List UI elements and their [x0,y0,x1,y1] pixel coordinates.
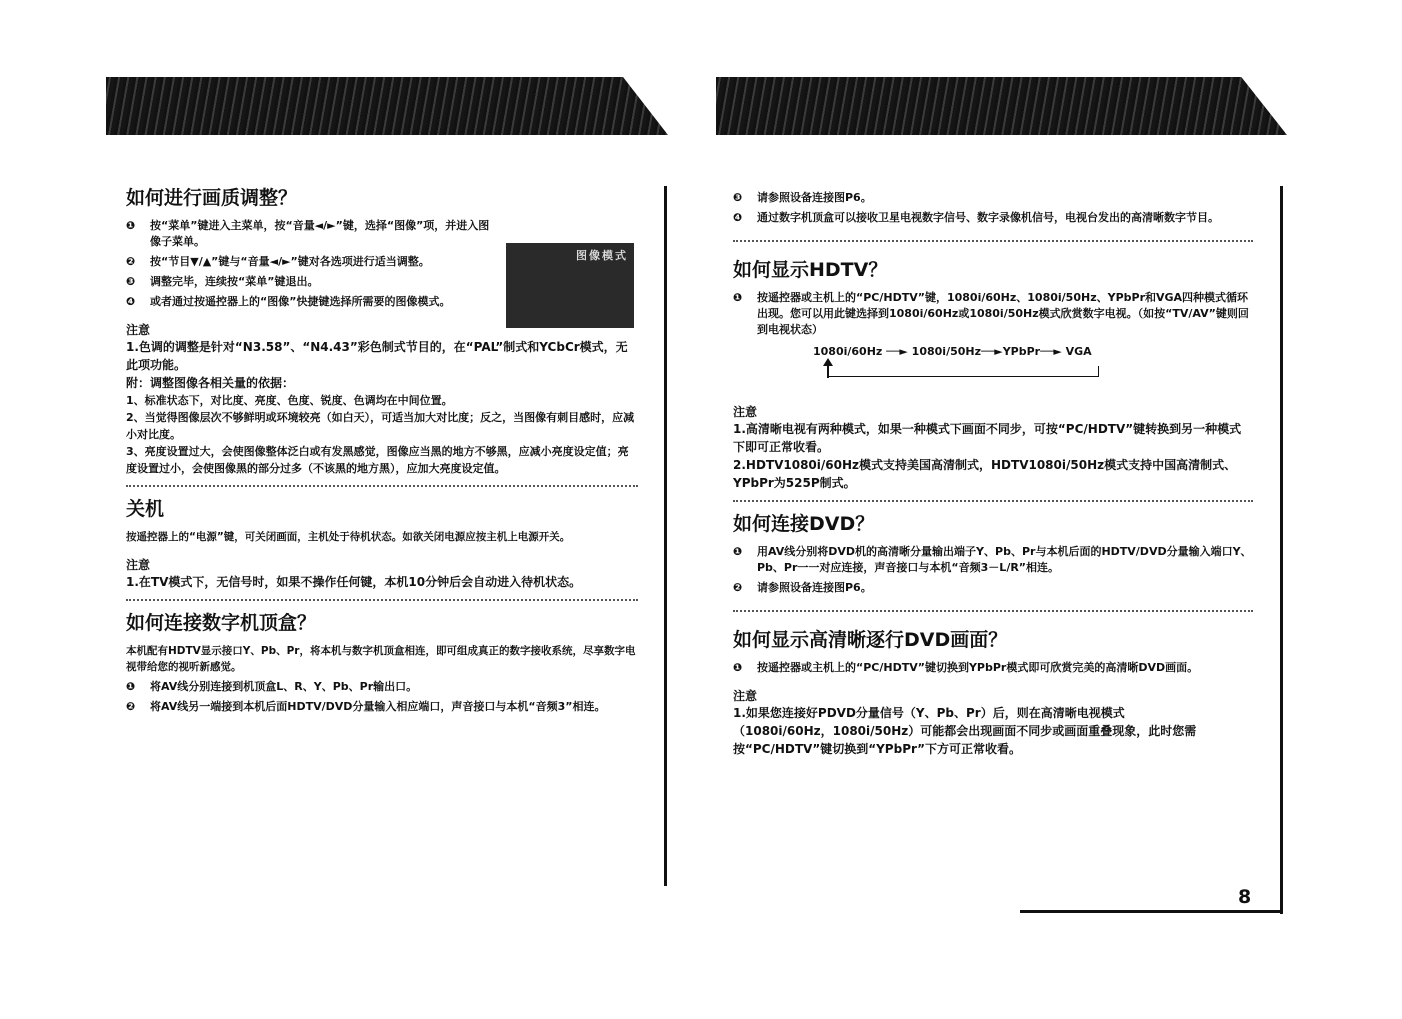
step-number: ❶ [126,219,136,232]
step-number: ❹ [126,295,136,308]
list-item: 1、标准状态下，对比度、亮度、色度、锐度、色调均在中间位置。 [126,394,453,407]
note-title: 注意 [733,405,758,419]
step-number: ❷ [126,255,136,268]
page-number-rule [1020,910,1282,913]
header-banner-left [106,77,668,135]
page-number: 8 [1238,886,1252,908]
step-number: ❹ [733,211,743,224]
step-text: 通过数字机顶盒可以接收卫星电视数字信号、数字录像机信号，电视台发出的高清晰数字节目。 [757,211,1219,224]
note-text: 1.如果您连接好PDVD分量信号（Y、Pb、Pr）后，则在高清晰电视模式（1080i/60Hz，1080i/50Hz）可能都会出现画面不同步或画面重叠现象，此时您需按“PC/HDTV”键切换到“YPbPr”下方可正常收看。 [733,706,1197,756]
step-item [733,660,1253,676]
column-divider-left [664,186,667,886]
set-top-box-continued [733,190,1253,226]
note-text: 2.HDTV1080i/60Hz模式支持美国高清制式，HDTV1080i/50Hz模式支持中国高清制式、YPbPr为525P制式。 [733,458,1237,490]
progressive-dvd-title: 如何显示高清晰逐行DVD画面？ [733,629,1008,651]
step-number: ❷ [126,700,136,713]
step-text: 按“菜单”键进入主菜单，按“音量◄/►”键，选择“图像”项，并进入图像子菜单。 [150,219,490,248]
step-text: 用AV线分别将DVD机的高清晰分量输出端子Y、Pb、Pr与本机后面的HDTV/DVD分量输入端口Y、Pb、Pr一一对应连接，声音接口与本机“音频3－L/R”相连。 [757,545,1252,574]
power-off-section [126,497,638,591]
list-item: 2、当觉得图像层次不够鲜明或环境较亮（如白天），可适当加大对比度；反之，当图像有刺目感时，应减小对比度。 [126,411,635,441]
power-off-title: 关机 [126,498,165,520]
step-text: 请参照设备连接图P6。 [757,581,872,594]
picture-mode-caption: 图像模式 [576,249,628,262]
step-item [126,679,638,695]
step-item [126,254,496,270]
progressive-dvd-section [733,628,1253,758]
mode-cycle-sequence: 1080i/60Hz ──► 1080i/50Hz──►YPbPr──► VGA [813,345,1092,358]
note-title: 注意 [126,323,151,337]
step-text: 将AV线分别连接到机顶盒L、R、Y、Pb、Pr输出口。 [150,680,418,693]
step-item [733,580,1253,596]
picture-quality-section [126,186,638,477]
dotted-divider [733,500,1253,502]
step-text: 将AV线另一端接到本机后面HDTV/DVD分量输入相应端口，声音接口与本机“音频3”相连。 [150,700,606,713]
picture-mode-screen-image [506,243,634,328]
dotted-divider [126,485,638,487]
dotted-divider [733,610,1253,612]
dvd-section [733,512,1253,596]
list-item: 3、亮度设置过大，会使图像整体泛白或有发黑感觉，图像应当黑的地方不够黑，应减小亮度设定值；亮度设置过小，会使图像黑的部分过多（不该黑的地方黑），应加大亮度设定值。 [126,445,629,475]
note-text: 1.色调的调整是针对“N3.58”、“N4.43”彩色制式节目的，在“PAL”制式和YCbCr模式，无此项功能。 [126,340,628,372]
step-text: 请参照设备连接图P6。 [757,191,872,204]
power-off-text: 按遥控器上的“电源”键，可关闭画面，主机处于待机状态。如欲关闭电源应按主机上电源开关。 [126,531,571,543]
right-column [733,186,1253,846]
step-number: ❸ [126,275,136,288]
step-number: ❶ [733,661,743,674]
hdtv-section [733,258,1253,492]
picture-quality-title: 如何进行画质调整？ [126,187,298,209]
set-top-box-section [126,611,638,715]
note-title: 注意 [733,689,758,703]
step-text: 调整完毕，连续按“菜单”键退出。 [150,275,319,288]
dotted-divider [126,599,638,601]
step-number: ❶ [733,291,743,304]
dotted-divider [733,240,1253,242]
note-title: 注意 [126,558,151,572]
step-text: 按“节目▼/▲”键与“音量◄/►”键对各选项进行适当调整。 [150,255,430,268]
set-top-box-title: 如何连接数字机顶盒？ [126,612,317,634]
column-divider-right [1280,186,1283,914]
header-banner-right [716,77,1287,135]
return-loop-line [828,366,1099,377]
hdtv-title: 如何显示HDTV？ [733,259,888,281]
step-text: 按遥控器或主机上的“PC/HDTV”键，1080i/60Hz、1080i/50Hz、YPbPr和VGA四种模式循环出现。您可以用此键选择到1080i/60Hz或1080i/50Hz模式欣赏数字电视。（如按“TV/AV”键则回到电视状态） [757,291,1249,336]
step-item [126,699,638,715]
step-number: ❷ [733,581,743,594]
note-text: 1.在TV模式下，无信号时，如果不操作任何键，本机10分钟后会自动进入待机状态。 [126,575,582,589]
step-number: ❸ [733,191,743,204]
dvd-title: 如何连接DVD？ [733,513,875,535]
mode-cycle-diagram [733,344,1253,392]
set-top-box-text: 本机配有HDTV显示接口Y、Pb、Pr，将本机与数字机顶盒相连，即可组成真正的数字接收系统，尽享数字电视带给您的视听新感觉。 [126,645,636,673]
step-item [733,190,1253,206]
picture-quality-steps [126,218,496,290]
step-number: ❶ [733,545,743,558]
step-item [126,274,496,290]
step-item [733,290,1253,338]
step-item [126,218,496,250]
note-text: 1.高清晰电视有两种模式，如果一种模式下画面不同步，可按“PC/HDTV”键转换到另一种模式下即可正常收看。 [733,422,1242,454]
note-text: 附：调整图像各相关量的依据： [126,376,295,390]
step-number: ❶ [126,680,136,693]
step-text: 或者通过按遥控器上的“图像”快捷键选择所需要的图像模式。 [150,295,451,308]
step-item [733,210,1253,226]
step-text: 按遥控器或主机上的“PC/HDTV”键切换到YPbPr模式即可欣赏完美的高清晰DVD画面。 [757,661,1199,674]
step-item [733,544,1253,576]
